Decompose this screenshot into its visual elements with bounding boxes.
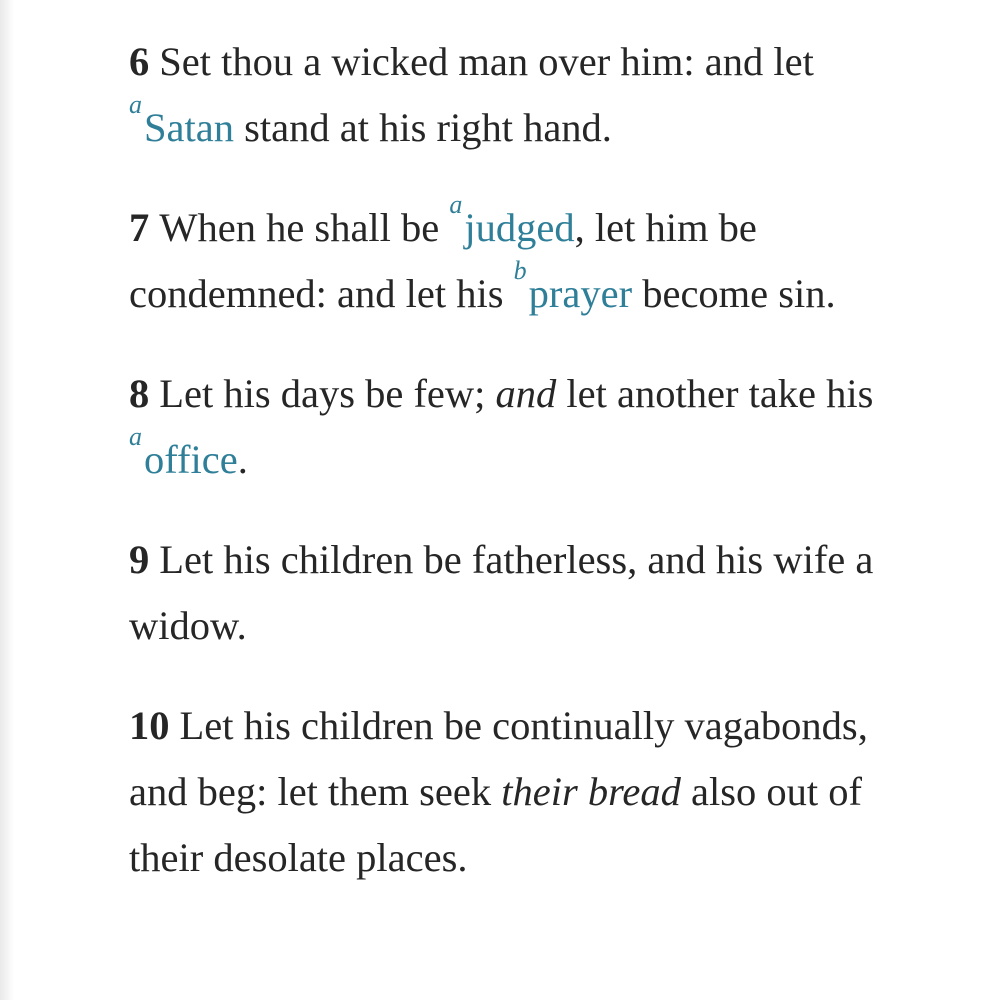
verse-text: Let his children be fatherless, and his wife a widow. — [129, 537, 874, 648]
verse-text: also out of their desolate places. — [129, 769, 862, 880]
verse-text: . — [237, 437, 248, 482]
verse-number[interactable]: 9 — [129, 537, 150, 582]
verse-number[interactable]: 7 — [129, 205, 150, 250]
footnote-link-office[interactable]: office — [144, 437, 238, 482]
footnote-link-satan[interactable]: Satan — [144, 105, 234, 150]
footnote-link-prayer[interactable]: prayer — [528, 271, 633, 316]
verse-10 — [129, 693, 919, 891]
footnote-link-judged[interactable]: judged — [464, 205, 575, 250]
verse-number[interactable]: 8 — [129, 371, 150, 416]
verse-text: When he shall be — [159, 205, 450, 250]
verse-text: become sin. — [632, 271, 836, 316]
verse-number[interactable]: 10 — [129, 703, 170, 748]
verse-9 — [129, 527, 919, 659]
verse-text: stand at his right hand. — [233, 105, 612, 150]
left-page-gutter — [0, 0, 14, 1000]
verse-text: , let him be condemned: and let his — [129, 205, 757, 316]
verse-text: Set thou a wicked man over him: and let — [159, 39, 814, 84]
italic-supplied-words: their bread — [501, 769, 681, 814]
footnote-marker-b[interactable]: b — [513, 255, 527, 285]
verse-7 — [129, 189, 919, 327]
verse-number[interactable]: 6 — [129, 39, 150, 84]
verse-8 — [129, 361, 919, 493]
verse-text: let another take his — [556, 371, 874, 416]
footnote-marker-a[interactable]: a — [449, 189, 463, 219]
verse-text: Let his children be continually vagabonds, and beg: let them seek — [129, 703, 868, 814]
verse-6 — [129, 29, 919, 161]
verse-text: Let his days be few; — [159, 371, 496, 416]
footnote-marker-a[interactable]: a — [129, 89, 142, 119]
footnote-marker-a[interactable]: a — [129, 421, 142, 451]
italic-supplied-word: and — [495, 371, 557, 416]
scripture-text — [129, 29, 919, 925]
